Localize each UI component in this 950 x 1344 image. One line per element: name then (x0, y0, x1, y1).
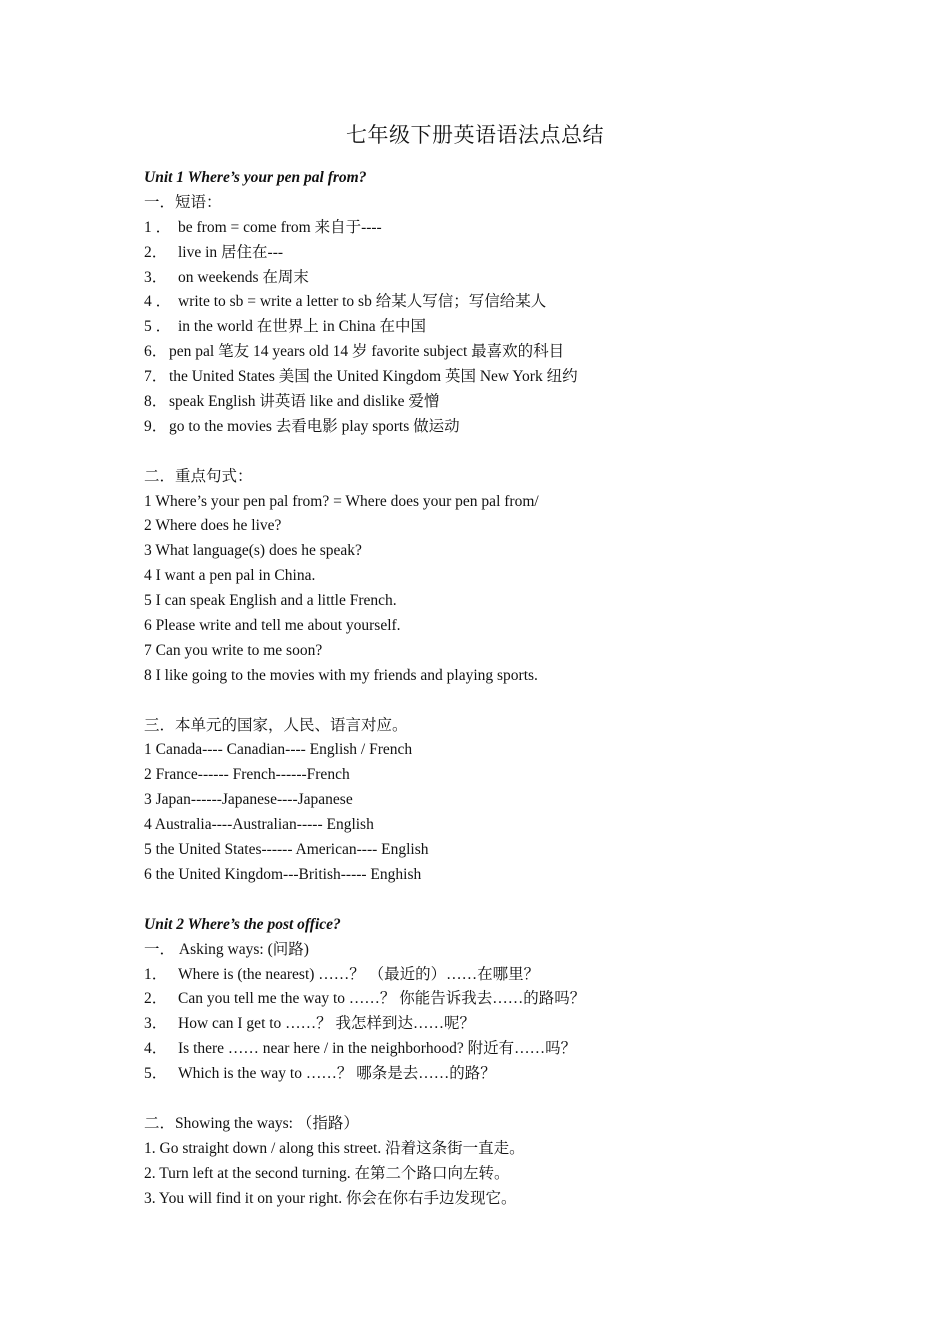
phrase-item (144, 365, 864, 390)
asking-item (144, 987, 864, 1012)
asking-item (144, 1037, 864, 1062)
sentence-item: 1 Where’s your pen pal from? = Where does your pen pal from/ (144, 492, 539, 510)
phrase-text: live in 居住在--- (178, 243, 284, 261)
phrase-text: speak English 讲英语 like and dislike 爱憎 (169, 393, 440, 411)
page-title: 七年级下册英语语法点总结 (346, 123, 604, 147)
asking-text: Where is (the nearest) ……？ （最近的）……在哪里？ (178, 965, 540, 983)
country-item: 2 France------ French------French (144, 766, 350, 784)
unit2-asking-label: 一． Asking ways: (问路) (144, 940, 309, 958)
asking-number: 2． (144, 990, 168, 1008)
unit1-phrases-label: 一．短语： (144, 193, 222, 211)
unit2-showing-label: 二．Showing the ways: （指路） (144, 1114, 359, 1132)
sentence-item: 6 Please write and tell me about yourself. (144, 617, 401, 635)
country-item: 4 Australia----Australian----- English (144, 816, 374, 834)
showing-item: 1. Go straight down / along this street. 沿着这条街一直走。 (144, 1139, 525, 1157)
unit1-heading: Unit 1 Where’s your pen pal from? (144, 169, 367, 186)
phrase-number: 5 ． (144, 318, 172, 336)
sentence-item: 4 I want a pen pal in China. (144, 567, 316, 585)
phrase-number: 3． (144, 268, 168, 286)
asking-item (144, 1062, 864, 1087)
document-body (144, 166, 864, 1211)
phrase-item (144, 340, 864, 365)
phrase-text: on weekends 在周末 (178, 268, 309, 286)
asking-number: 1． (144, 965, 168, 983)
phrase-text: in the world 在世界上 in China 在中国 (178, 318, 426, 336)
phrase-text: the United States 美国 the United Kingdom 英国 New York 纽约 (169, 368, 578, 386)
asking-text: Which is the way to ……？ 哪条是去……的路？ (178, 1065, 496, 1083)
phrase-text: write to sb = write a letter to sb 给某人写信；写信给某人 (178, 293, 547, 311)
phrase-item (144, 241, 864, 266)
asking-number: 4． (144, 1040, 168, 1058)
phrase-item (144, 415, 864, 440)
asking-item (144, 1012, 864, 1037)
phrase-item (144, 290, 864, 315)
phrase-text: pen pal 笔友 14 years old 14 岁 favorite subject 最喜欢的科目 (169, 343, 565, 361)
asking-text: Is there …… near here / in the neighborhood? 附近有……吗？ (178, 1040, 577, 1058)
spacer (144, 888, 864, 913)
asking-item (144, 963, 864, 988)
phrase-text: be from = come from 来自于---- (178, 218, 382, 236)
spacer (144, 689, 864, 714)
phrase-number: 1 ． (144, 218, 172, 236)
unit1-sentences-label: 二．重点句式： (144, 467, 253, 485)
sentence-item: 3 What language(s) does he speak? (144, 542, 362, 560)
phrase-item (144, 315, 864, 340)
phrase-item (144, 390, 864, 415)
phrase-number: 2． (144, 243, 168, 261)
phrase-number: 9． (144, 417, 168, 435)
sentence-item: 5 I can speak English and a little French. (144, 592, 397, 610)
showing-item: 3. You will find it on your right. 你会在你右手边发现它。 (144, 1189, 517, 1207)
spacer (144, 440, 864, 465)
phrase-number: 8． (144, 393, 168, 411)
country-item: 5 the United States------ American---- English (144, 841, 429, 859)
phrase-text: go to the movies 去看电影 play sports 做运动 (169, 417, 460, 435)
asking-number: 5． (144, 1065, 168, 1083)
phrase-item (144, 266, 864, 291)
asking-number: 3． (144, 1015, 168, 1033)
unit2-heading: Unit 2 Where’s the post office? (144, 915, 341, 933)
sentence-item: 7 Can you write to me soon? (144, 641, 323, 659)
phrase-item (144, 216, 864, 241)
phrase-number: 6． (144, 343, 168, 361)
country-item: 3 Japan------Japanese----Japanese (144, 791, 353, 809)
sentence-item: 2 Where does he live? (144, 517, 282, 535)
spacer (144, 1087, 864, 1112)
country-item: 1 Canada---- Canadian---- English / French (144, 741, 413, 759)
unit1-countries-label: 三．本单元的国家，人民、语言对应。 (144, 716, 408, 734)
phrase-number: 4 ． (144, 293, 172, 311)
sentence-item: 8 I like going to the movies with my friends and playing sports. (144, 666, 538, 684)
showing-item: 2. Turn left at the second turning. 在第二个路口向左转。 (144, 1164, 510, 1182)
asking-text: How can I get to ……？ 我怎样到达……呢？ (178, 1015, 476, 1033)
country-item: 6 the United Kingdom---British----- Enghish (144, 865, 422, 883)
asking-text: Can you tell me the way to ……？ 你能告诉我去……的路吗？ (178, 990, 586, 1008)
phrase-number: 7． (144, 368, 168, 386)
